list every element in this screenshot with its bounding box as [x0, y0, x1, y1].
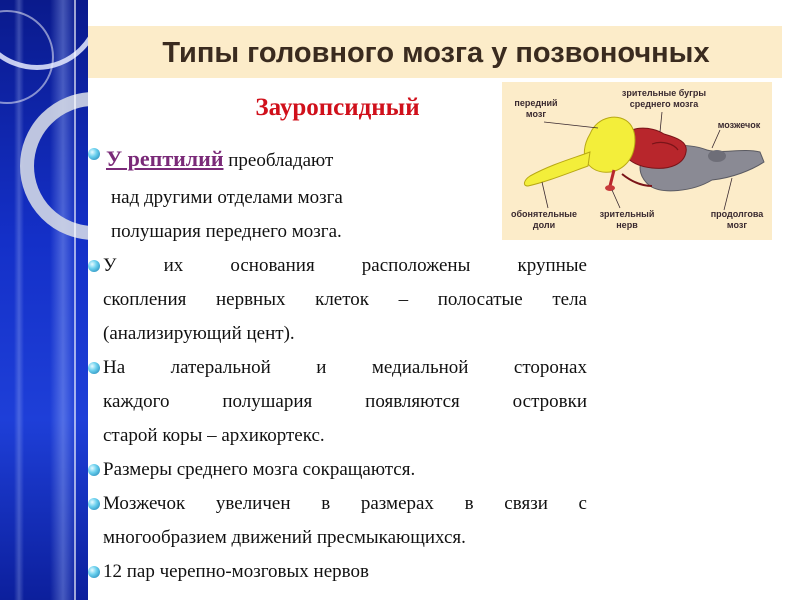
bullet-3-line-1: Размеры среднего мозга сокращаются.: [103, 459, 416, 480]
slide-title: Типы головного мозга у позвоночных: [162, 37, 710, 69]
decorative-side-panel: [0, 0, 88, 600]
intro-line-2: над другими отделами мозга: [111, 187, 343, 208]
slide-subtitle: Зауропсидный: [255, 94, 420, 121]
light-streak: [50, 0, 76, 600]
label-optic-tubercles: зрительные бугры среднего мозга: [621, 88, 707, 109]
bullet-4-line-2: многообразием движений пресмыкающихся.: [103, 527, 466, 548]
bullet-icon: [88, 148, 100, 160]
reptile-label: У рептилий: [106, 146, 224, 171]
bullet-2-line-3: старой коры – архикортекс.: [103, 425, 325, 446]
bullet-2-line-1: На латеральной и медиальной сторонах: [103, 357, 587, 378]
intro-text: преобладают: [223, 150, 334, 171]
bullet-5-line-1: 12 пар черепно-мозговых нервов: [103, 561, 369, 582]
bullet-4-line-1: Мозжечок увеличен в размерах в связи с: [103, 493, 587, 514]
label-forebrain: передний мозг: [514, 98, 558, 119]
bullet-icon: [88, 260, 100, 272]
brain-diagram: [502, 82, 772, 240]
bullet-icon: [88, 498, 100, 510]
cerebellum-shape: [708, 150, 726, 162]
label-olfactory-lobes: обонятельные доли: [510, 209, 578, 230]
bullet-icon: [88, 566, 100, 578]
bullet-2-line-2: каждого полушария появляются островки: [103, 391, 587, 412]
label-optic-nerve: зрительный нерв: [599, 209, 655, 230]
label-cerebellum: мозжечок: [717, 120, 761, 130]
bullet-icon: [88, 362, 100, 374]
bullet-1-line-1: У их основания расположены крупные: [103, 255, 587, 276]
bullet-1-line-2: скопления нервных клеток – полосатые тела: [103, 289, 587, 310]
bullet-1-line-3: (анализирующий цент).: [103, 323, 295, 344]
intro-line-1: [106, 142, 333, 178]
intro-line-3: полушария переднего мозга.: [111, 221, 342, 242]
bullet-icon: [88, 464, 100, 476]
olfactory-lobe-shape: [524, 152, 590, 186]
forebrain-shape: [584, 117, 635, 172]
label-medulla: продолгова мозг: [710, 209, 764, 230]
decorative-ring: [20, 92, 88, 240]
decorative-line: [74, 0, 76, 600]
